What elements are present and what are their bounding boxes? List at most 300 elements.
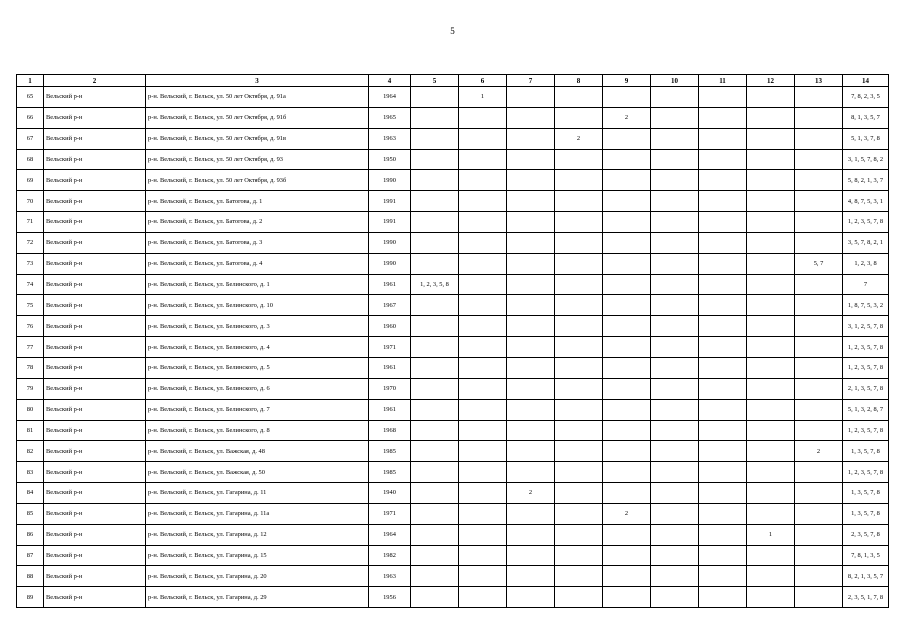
col-11-cell [699,232,747,253]
col-7-cell [507,545,555,566]
table-row [17,524,889,545]
row-number-cell: 79 [17,378,44,399]
year-cell: 1971 [369,503,411,524]
year-cell: 1961 [369,274,411,295]
row-number-cell: 85 [17,503,44,524]
col-12-cell [747,316,795,337]
col-11-cell [699,441,747,462]
col-7-cell [507,462,555,483]
col-5-cell [411,545,459,566]
col-14-cell: 1, 3, 5, 7, 8 [843,503,889,524]
col-9-cell [603,524,651,545]
column-header-12: 12 [747,75,795,87]
col-8-cell [555,503,603,524]
col-8-cell [555,316,603,337]
col-9-cell [603,399,651,420]
col-12-cell [747,462,795,483]
col-10-cell [651,378,699,399]
col-5-cell [411,253,459,274]
col-13-cell [795,524,843,545]
district-cell: Вельский р-н [44,191,146,212]
col-7-cell [507,149,555,170]
address-cell: р-н. Вельский, г. Вельск, ул. Батогова, д. 1 [146,191,369,212]
district-cell: Вельский р-н [44,503,146,524]
col-7-cell [507,420,555,441]
col-7-cell: 2 [507,483,555,504]
row-number-cell: 65 [17,87,44,108]
district-cell: Вельский р-н [44,566,146,587]
col-14-cell: 7 [843,274,889,295]
col-10-cell [651,503,699,524]
col-14-cell: 8, 2, 1, 3, 5, 7 [843,566,889,587]
col-10-cell [651,587,699,608]
district-cell: Вельский р-н [44,462,146,483]
col-14-cell: 1, 2, 3, 5, 7, 8 [843,420,889,441]
col-13-cell [795,378,843,399]
col-11-cell [699,253,747,274]
col-14-cell: 1, 2, 3, 8 [843,253,889,274]
col-7-cell [507,357,555,378]
col-5-cell [411,170,459,191]
col-14-cell: 1, 2, 3, 5, 7, 8 [843,462,889,483]
col-11-cell [699,191,747,212]
address-cell: р-н. Вельский, г. Вельск, ул. 50 лет Октября, д. 91а [146,87,369,108]
col-12-cell [747,399,795,420]
col-13-cell: 2 [795,441,843,462]
table-row [17,420,889,441]
table-row [17,462,889,483]
address-cell: р-н. Вельский, г. Вельск, ул. 50 лет Октября, д. 93б [146,170,369,191]
col-8-cell [555,587,603,608]
table-row [17,337,889,358]
table-row [17,274,889,295]
col-5-cell [411,87,459,108]
col-9-cell [603,357,651,378]
table-row [17,399,889,420]
col-10-cell [651,316,699,337]
row-number-cell: 76 [17,316,44,337]
col-12-cell [747,503,795,524]
col-7-cell [507,503,555,524]
col-5-cell [411,483,459,504]
col-6-cell [459,587,507,608]
col-12-cell [747,232,795,253]
address-cell: р-н. Вельский, г. Вельск, ул. Белинского, д. 3 [146,316,369,337]
col-11-cell [699,87,747,108]
col-8-cell [555,420,603,441]
column-header-10: 10 [651,75,699,87]
col-10-cell [651,253,699,274]
column-header-4: 4 [369,75,411,87]
col-5-cell [411,295,459,316]
col-10-cell [651,399,699,420]
col-11-cell [699,128,747,149]
col-8-cell [555,253,603,274]
district-cell: Вельский р-н [44,399,146,420]
col-7-cell [507,441,555,462]
col-6-cell [459,566,507,587]
col-14-cell: 7, 8, 2, 3, 5 [843,87,889,108]
district-cell: Вельский р-н [44,378,146,399]
col-10-cell [651,357,699,378]
col-6-cell [459,399,507,420]
col-7-cell [507,524,555,545]
col-7-cell [507,337,555,358]
col-11-cell [699,107,747,128]
col-12-cell [747,441,795,462]
row-number-cell: 77 [17,337,44,358]
row-number-cell: 80 [17,399,44,420]
column-header-3: 3 [146,75,369,87]
row-number-cell: 82 [17,441,44,462]
col-6-cell [459,524,507,545]
col-6-cell [459,232,507,253]
col-7-cell [507,566,555,587]
col-12-cell [747,128,795,149]
col-5-cell [411,149,459,170]
page-number: 5 [450,26,455,36]
table-row [17,253,889,274]
col-5-cell [411,378,459,399]
row-number-cell: 68 [17,149,44,170]
col-5-cell [411,420,459,441]
table-row [17,357,889,378]
col-11-cell [699,420,747,441]
col-9-cell [603,566,651,587]
col-6-cell [459,295,507,316]
col-10-cell [651,566,699,587]
col-14-cell: 1, 2, 3, 5, 7, 8 [843,337,889,358]
col-7-cell [507,170,555,191]
col-12-cell [747,274,795,295]
col-14-cell: 7, 8, 1, 3, 5 [843,545,889,566]
year-cell: 1970 [369,378,411,399]
col-10-cell [651,462,699,483]
col-13-cell [795,191,843,212]
col-8-cell [555,357,603,378]
column-header-1: 1 [17,75,44,87]
table-row [17,316,889,337]
col-9-cell [603,149,651,170]
table-row [17,149,889,170]
col-13-cell [795,587,843,608]
col-14-cell: 5, 1, 3, 2, 8, 7 [843,399,889,420]
col-14-cell: 2, 1, 3, 5, 7, 8 [843,378,889,399]
col-11-cell [699,462,747,483]
col-10-cell [651,87,699,108]
address-cell: р-н. Вельский, г. Вельск, ул. Батогова, д. 3 [146,232,369,253]
column-header-8: 8 [555,75,603,87]
col-14-cell: 3, 5, 7, 8, 2, 1 [843,232,889,253]
row-number-cell: 71 [17,212,44,233]
col-12-cell [747,378,795,399]
row-number-cell: 73 [17,253,44,274]
col-8-cell [555,545,603,566]
col-13-cell [795,316,843,337]
district-cell: Вельский р-н [44,87,146,108]
address-cell: р-н. Вельский, г. Вельск, ул. Белинского, д. 10 [146,295,369,316]
col-8-cell [555,274,603,295]
col-9-cell [603,212,651,233]
col-6-cell [459,483,507,504]
col-9-cell [603,274,651,295]
col-6-cell [459,128,507,149]
col-11-cell [699,566,747,587]
col-7-cell [507,253,555,274]
col-5-cell [411,462,459,483]
col-12-cell [747,483,795,504]
table-row [17,378,889,399]
row-number-cell: 89 [17,587,44,608]
col-10-cell [651,545,699,566]
district-cell: Вельский р-н [44,212,146,233]
col-9-cell [603,587,651,608]
table-header [17,75,889,87]
col-5-cell [411,566,459,587]
year-cell: 1940 [369,483,411,504]
address-cell: р-н. Вельский, г. Вельск, ул. Гагарина, д. 11 [146,483,369,504]
col-14-cell: 5, 8, 2, 1, 3, 7 [843,170,889,191]
year-cell: 1991 [369,191,411,212]
col-12-cell [747,587,795,608]
col-11-cell [699,503,747,524]
col-8-cell [555,441,603,462]
district-cell: Вельский р-н [44,274,146,295]
col-11-cell [699,587,747,608]
col-7-cell [507,191,555,212]
col-12-cell [747,170,795,191]
table-row [17,503,889,524]
column-header-5: 5 [411,75,459,87]
district-cell: Вельский р-н [44,524,146,545]
col-11-cell [699,483,747,504]
col-9-cell [603,420,651,441]
col-12-cell [747,253,795,274]
col-14-cell: 8, 1, 3, 5, 7 [843,107,889,128]
col-7-cell [507,399,555,420]
col-14-cell: 1, 2, 3, 5, 7, 8 [843,212,889,233]
col-6-cell [459,191,507,212]
col-13-cell [795,462,843,483]
col-13-cell [795,232,843,253]
col-14-cell: 2, 3, 5, 7, 8 [843,524,889,545]
table-body [17,87,889,608]
col-8-cell [555,337,603,358]
col-12-cell [747,337,795,358]
col-10-cell [651,212,699,233]
col-6-cell [459,274,507,295]
row-number-cell: 88 [17,566,44,587]
col-9-cell [603,295,651,316]
col-6-cell [459,462,507,483]
address-cell: р-н. Вельский, г. Вельск, ул. Гагарина, д. 15 [146,545,369,566]
year-cell: 1956 [369,587,411,608]
col-13-cell [795,212,843,233]
year-cell: 1985 [369,462,411,483]
col-14-cell: 1, 3, 5, 7, 8 [843,441,889,462]
col-9-cell [603,253,651,274]
col-8-cell [555,212,603,233]
col-14-cell: 1, 8, 7, 5, 3, 2 [843,295,889,316]
col-8-cell: 2 [555,128,603,149]
column-header-7: 7 [507,75,555,87]
col-13-cell [795,170,843,191]
col-9-cell [603,483,651,504]
address-cell: р-н. Вельский, г. Вельск, ул. Белинского, д. 7 [146,399,369,420]
year-cell: 1968 [369,420,411,441]
col-7-cell [507,232,555,253]
col-12-cell [747,420,795,441]
row-number-cell: 72 [17,232,44,253]
column-header-9: 9 [603,75,651,87]
address-cell: р-н. Вельский, г. Вельск, ул. Белинского, д. 6 [146,378,369,399]
table-row [17,441,889,462]
col-12-cell [747,295,795,316]
col-7-cell [507,274,555,295]
col-6-cell [459,316,507,337]
row-number-cell: 74 [17,274,44,295]
col-7-cell [507,128,555,149]
col-10-cell [651,128,699,149]
address-cell: р-н. Вельский, г. Вельск, ул. Белинского, д. 4 [146,337,369,358]
district-cell: Вельский р-н [44,128,146,149]
row-number-cell: 75 [17,295,44,316]
col-10-cell [651,441,699,462]
col-6-cell [459,337,507,358]
row-number-cell: 83 [17,462,44,483]
year-cell: 1961 [369,357,411,378]
col-13-cell [795,107,843,128]
col-13-cell [795,149,843,170]
col-12-cell [747,191,795,212]
col-14-cell: 5, 1, 3, 7, 8 [843,128,889,149]
col-8-cell [555,483,603,504]
address-cell: р-н. Вельский, г. Вельск, ул. Гагарина, д. 12 [146,524,369,545]
year-cell: 1990 [369,170,411,191]
col-11-cell [699,316,747,337]
year-cell: 1964 [369,524,411,545]
col-11-cell [699,170,747,191]
col-6-cell [459,378,507,399]
district-cell: Вельский р-н [44,107,146,128]
district-cell: Вельский р-н [44,587,146,608]
year-cell: 1964 [369,87,411,108]
col-10-cell [651,337,699,358]
col-6-cell [459,503,507,524]
year-cell: 1963 [369,566,411,587]
col-8-cell [555,191,603,212]
col-8-cell [555,566,603,587]
col-12-cell [747,149,795,170]
row-number-cell: 81 [17,420,44,441]
table-row [17,232,889,253]
col-6-cell [459,253,507,274]
col-13-cell [795,399,843,420]
row-number-cell: 70 [17,191,44,212]
col-8-cell [555,87,603,108]
col-5-cell [411,524,459,545]
col-9-cell [603,87,651,108]
table-row [17,483,889,504]
year-cell: 1990 [369,253,411,274]
district-cell: Вельский р-н [44,316,146,337]
col-6-cell [459,170,507,191]
col-5-cell [411,587,459,608]
header-row [17,75,889,87]
col-11-cell [699,295,747,316]
row-number-cell: 69 [17,170,44,191]
address-cell: р-н. Вельский, г. Вельск, ул. Важская, д. 50 [146,462,369,483]
col-6-cell [459,441,507,462]
col-10-cell [651,232,699,253]
address-cell: р-н. Вельский, г. Вельск, ул. Белинского, д. 5 [146,357,369,378]
col-6-cell: 1 [459,87,507,108]
col-11-cell [699,337,747,358]
col-8-cell [555,524,603,545]
row-number-cell: 78 [17,357,44,378]
col-10-cell [651,170,699,191]
col-8-cell [555,378,603,399]
year-cell: 1963 [369,128,411,149]
col-7-cell [507,107,555,128]
column-header-6: 6 [459,75,507,87]
district-cell: Вельский р-н [44,295,146,316]
col-14-cell: 3, 1, 5, 7, 8, 2 [843,149,889,170]
col-13-cell [795,357,843,378]
col-5-cell [411,191,459,212]
col-13-cell [795,483,843,504]
col-11-cell [699,212,747,233]
col-11-cell [699,149,747,170]
district-cell: Вельский р-н [44,337,146,358]
table-row [17,566,889,587]
col-12-cell [747,212,795,233]
year-cell: 1961 [369,399,411,420]
col-11-cell [699,274,747,295]
col-5-cell [411,399,459,420]
col-9-cell [603,191,651,212]
col-5-cell [411,357,459,378]
col-10-cell [651,420,699,441]
address-cell: р-н. Вельский, г. Вельск, ул. Белинского, д. 8 [146,420,369,441]
address-cell: р-н. Вельский, г. Вельск, ул. Гагарина, д. 20 [146,566,369,587]
col-5-cell [411,212,459,233]
col-12-cell [747,566,795,587]
col-6-cell [459,212,507,233]
table-row [17,587,889,608]
address-cell: р-н. Вельский, г. Вельск, ул. 50 лет Октября, д. 91б [146,107,369,128]
col-6-cell [459,149,507,170]
row-number-cell: 66 [17,107,44,128]
address-cell: р-н. Вельский, г. Вельск, ул. 50 лет Октября, д. 93 [146,149,369,170]
col-9-cell [603,378,651,399]
col-8-cell [555,232,603,253]
col-13-cell [795,295,843,316]
year-cell: 1965 [369,107,411,128]
col-13-cell [795,545,843,566]
address-cell: р-н. Вельский, г. Вельск, ул. Белинского, д. 1 [146,274,369,295]
col-13-cell [795,274,843,295]
col-13-cell: 5, 7 [795,253,843,274]
col-9-cell [603,170,651,191]
column-header-11: 11 [699,75,747,87]
district-cell: Вельский р-н [44,170,146,191]
col-6-cell [459,545,507,566]
district-cell: Вельский р-н [44,149,146,170]
row-number-cell: 67 [17,128,44,149]
row-number-cell: 84 [17,483,44,504]
col-13-cell [795,128,843,149]
